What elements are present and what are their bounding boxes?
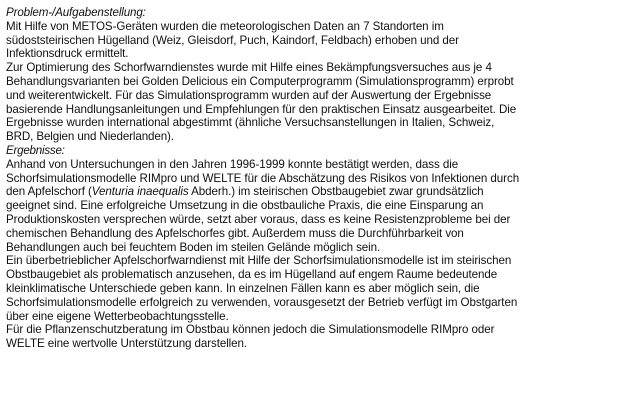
- results-line-4: geeignet sind. Eine erfolgreiche Umsetzung in die obstbauliche Praxis, die eine Einsparung an: [6, 199, 484, 213]
- results-line-3-before: den Apfelschorf (: [6, 185, 92, 199]
- heading-results: Ergebnisse:: [6, 143, 65, 157]
- results-line-3-after: Abderh.) im steirischen Obstbaugebiet zwar grundsätzlich: [188, 185, 484, 199]
- results-line-8: Ein überbetrieblicher Apfelschorfwarndienst mit Hilfe der Schorfsimulationsmodelle ist im steirischen: [6, 254, 512, 268]
- results-line-1: Anhand von Untersuchungen in den Jahren 1996-1999 konnte bestätigt werden, dass die: [6, 157, 459, 171]
- results-line-2: Schorfsimulationsmodelle RIMpro und WELTE für die Abschätzung des Risikos von Infektionen durch: [6, 171, 520, 185]
- heading-problem: Problem-/Aufgabenstellung:: [6, 6, 146, 19]
- results-line-12: über eine eigene Wetterbeobachtungsstelle.: [6, 309, 229, 323]
- species-name-italic: Venturia inaequalis: [91, 185, 189, 199]
- results-line-3: [6, 185, 614, 199]
- problem-line-5: Behandlungsvarianten bei Golden Delicious ein Computerprogramm (Simulationsprogramm) erprobt: [6, 74, 514, 88]
- problem-line-3: Infektionsdruck ermittelt.: [6, 47, 129, 61]
- results-line-5: Produktionskosten versprechen würde, setzt aber voraus, dass es keine Resistenzprobleme bei der: [6, 212, 511, 226]
- results-line-13: Für die Pflanzenschutzberatung im Obstbau können jedoch die Simulationsmodelle RIMpro oder: [6, 323, 495, 337]
- problem-line-7: basierende Handlungsanleitungen und Empfehlungen für den praktischen Einsatz ausgearbeitet. Die: [6, 102, 517, 116]
- results-line-9: Obstbaugebiet als problematisch anzusehen, da es im Hügelland auf engem Raume bedeutende: [6, 268, 498, 282]
- results-line-14: WELTE eine wertvolle Unterstützung darstellen.: [6, 337, 247, 351]
- results-line-7: Behandlungen auch bei feuchtem Boden im steilen Gelände möglich sein.: [6, 240, 381, 254]
- problem-line-4: Zur Optimierung des Schorfwarndienstes wurde mit Hilfe eines Bekämpfungsversuches aus je 4: [6, 61, 492, 75]
- problem-line-8: Ergebnisse wurden international abgestimmt (ähnliche Versuchsanstellungen in Italien, Schweiz,: [6, 116, 495, 130]
- problem-line-6: und weiterentwickelt. Für das Simulationsprogramm wurden auf der Auswertung der Ergebnisse: [6, 88, 492, 102]
- problem-line-9: BRD, Belgien und Niederlanden).: [6, 130, 174, 144]
- results-line-11: Schorfsimulationsmodelle erfolgreich zu verwenden, vorausgesetzt der Betrieb verfügt im Obstgarten: [6, 295, 518, 309]
- problem-line-1: Mit Hilfe von METOS-Geräten wurden die meteorologischen Daten an 7 Standorten im: [6, 19, 444, 33]
- problem-line-2: südoststeirischen Hügelland (Weiz, Gleisdorf, Puch, Kaindorf, Feldbach) erhoben und der: [6, 33, 459, 47]
- results-line-10: kleinklimatische Unterschiede geben kann. In einzelnen Fällen kann es aber möglich sein, die: [6, 281, 480, 295]
- results-line-6: chemischen Behandlung des Apfelschorfes gibt. Außerdem muss die Durchführbarkeit von: [6, 226, 464, 240]
- document-body: [6, 6, 614, 351]
